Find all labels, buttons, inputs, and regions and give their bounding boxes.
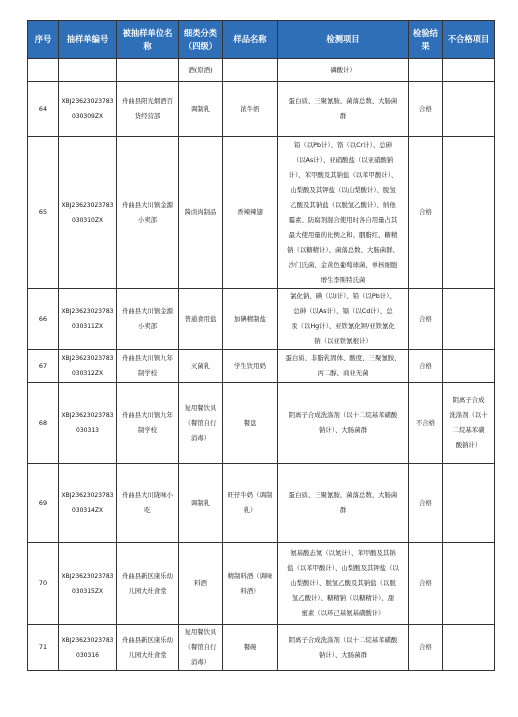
cell-category [179,625,223,671]
cell-code [59,59,117,82]
cell-unit [117,543,179,625]
cell-items [278,59,409,82]
cell-sample [223,59,278,82]
cell-items-line: 蜜素（以环己基氨基磺酸计） [301,609,385,617]
cell-code-line: XBJ23623023783 [61,412,114,419]
cell-no: 69 [28,464,59,543]
cell-code-line: XBJ23623023783 [61,572,114,580]
cell-items-line: 汞（以Hg计）、亚铁氰化钾/亚铁氰化 [291,322,395,330]
cell-sample-line: 加碘精制盐 [234,314,266,323]
cell-unit [117,137,179,289]
cell-code-line: 030309ZX [71,113,104,120]
cell-sample-line: 餐碗 [243,643,257,651]
cell-unit-line: 舟曲县大川镇九年 [121,354,174,362]
cell-code-line: XBJ23623023783 [61,98,114,105]
cell-sample [223,383,278,464]
results-table [27,20,495,671]
cell-category [179,289,223,350]
cell-code [59,289,117,350]
cell-unit-line: 小卖部 [137,322,158,330]
cell-sample-line: 乳） [243,506,257,514]
cell-result: 合格 [409,625,443,671]
cell-items-line: 钠（以糖精计）、菌落总数、大肠菌群、 [287,245,399,254]
cell-unit [117,59,179,82]
cell-category [179,137,223,289]
table-row [28,383,495,464]
table-row [28,137,495,289]
cell-sample [223,350,278,383]
cell-sample-line: 浓牛奶 [240,104,260,113]
cell-items [278,625,409,671]
cell-code-line: 030315ZX [71,587,104,595]
cell-sample-line: 料酒） [240,586,260,595]
col-header-sample: 样品名称 [223,21,278,59]
cell-sample [223,137,278,289]
cell-result: 合格 [409,137,443,289]
col-header-items: 检测项目 [278,21,409,59]
cell-code-line: 030314ZX [71,507,104,514]
table-row [28,82,495,137]
cell-unit-line: 舟曲县大川镇金源 [121,307,174,315]
cell-items-line: 阴离子合成洗涤剂（以十二烷基苯磺酸 [288,411,398,419]
cell-unit-line: 儿园大灶食堂 [128,650,167,659]
header-row [28,21,495,59]
cell-items [278,137,409,289]
cell-fail [443,137,495,289]
cell-no: 71 [28,625,59,671]
cell-sample-line: 学生饮用奶 [234,361,266,370]
cell-category-line: 复用餐饮具 [184,403,217,412]
cell-items-line: 乙酸及其钠盐（以脱氢乙酸计）、纳他 [290,200,396,209]
cell-no: 66 [28,289,59,350]
cell-unit [117,350,179,383]
cell-items-line: 计）、苯甲酸及其钠盐（以苯甲酸计）、 [288,170,398,179]
cell-items-line: 山梨酸计）、脱氢乙酸及其钠盐（以脱 [290,579,396,587]
cell-category-line: 酒(原酒) [188,65,213,74]
cell-unit-line: 舟曲县新区康乐幼 [121,571,174,580]
cell-items-line: 氨基酸态氮（以氮计）、苯甲酸及其钠 [290,549,396,557]
cell-fail-line: 阴离子合成 [452,396,485,404]
cell-no: 65 [28,137,59,289]
table-body [28,59,495,671]
cell-items-line: 山梨酸及其钾盐（以山梨酸计）、脱氢 [290,185,396,194]
cell-sample-line: 旺仔牛奶（调制 [227,491,273,499]
cell-category-line: 消毒） [190,433,211,442]
cell-sample [223,464,278,543]
col-header-result: 检验结果 [409,21,443,59]
cell-sample [223,82,278,137]
col-header-category: 细类分类（四级） [179,21,223,59]
cell-category [179,383,223,464]
cell-sample-line: 精制料酒（调味 [227,571,273,580]
cell-items-line: （以As计）、亚硝酸盐（以亚硝酸钠 [292,155,394,164]
cell-category-line: 消毒） [190,658,211,666]
cell-fail [443,350,495,383]
cell-category-line: 复用餐饮具 [184,628,217,636]
cell-sample [223,543,278,625]
cell-category [179,82,223,137]
cell-code-line: 030311ZX [71,323,104,330]
cell-category-line: 调制乳 [190,498,211,507]
cell-sample [223,625,278,671]
table-row [28,59,495,82]
cell-items-line: 氢乙酸计）、糖精钠（以糖精计）、甜 [291,594,395,602]
table-row [28,289,495,350]
col-header-no: 序号 [28,21,59,59]
cell-unit [117,82,179,137]
cell-code [59,137,117,289]
cell-result: 合格 [409,543,443,625]
cell-unit-line: 吃 [144,506,151,514]
cell-code [59,383,117,464]
cell-no: 70 [28,543,59,625]
cell-category [179,464,223,543]
cell-items-line: 钠（以亚铁氰根计） [314,337,372,345]
cell-items-line: 最大使用量的比例之和、胭脂红、糖精 [288,230,398,239]
table-row [28,350,495,383]
cell-unit [117,383,179,464]
cell-unit [117,625,179,671]
cell-category-line: 调制乳 [190,104,211,113]
cell-unit [117,289,179,350]
cell-items-line: 霉素、防腐剂混合使用时各自用量占其 [288,215,398,224]
cell-unit-line: 制学校 [137,426,158,434]
cell-result: 合格 [409,350,443,383]
cell-no: 68 [28,383,59,464]
cell-unit-line: 舟曲县大川陇味小 [121,491,174,499]
cell-fail [443,464,495,543]
cell-category-line: 料酒 [194,579,207,587]
cell-unit-line: 货经营部 [134,112,161,120]
cell-items-line: 磷酸计） [330,65,356,74]
cell-unit [117,464,179,543]
cell-fail [443,59,495,82]
cell-result: 合格 [409,464,443,543]
cell-code [59,464,117,543]
cell-items-line: 群 [339,112,347,120]
cell-items-line: 蛋白质、非脂乳固体、酸度、三聚氰胺、 [285,354,401,362]
cell-items [278,543,409,625]
cell-items-line: 蛋白质、三聚氰胺、菌落总数、大肠菌 [288,97,398,105]
cell-unit-line: 舟曲县大川镇金源 [121,200,174,209]
cell-fail-line: 洗涤剂（以十 [449,411,488,419]
cell-items-line: 沙门氏菌、金黄色葡萄球菌、单核细胞 [288,260,398,269]
cell-code-line: 030310ZX [71,216,104,224]
cell-category-line: 普通食用盐 [184,314,217,323]
cell-items [278,383,409,464]
cell-items-line: 增生李斯特氏菌 [320,275,366,284]
cell-result [409,59,443,82]
cell-unit-line: 舟曲县大川镇九年 [121,411,174,419]
cell-no: 67 [28,350,59,383]
cell-fail [443,543,495,625]
cell-items [278,289,409,350]
cell-code [59,625,117,671]
cell-items-line: 蛋白质、三聚氰胺、菌落总数、大肠菌 [288,491,398,499]
cell-code-line: XBJ23623023783 [61,308,114,315]
cell-result: 不合格 [409,383,443,464]
cell-fail [443,82,495,137]
cell-sample [223,289,278,350]
cell-category-line: （餐馆自行 [184,643,217,651]
cell-items-line: 氯化钠、碘（以I计）、铅（以Pb计）、 [290,292,396,300]
cell-category-line: 酱卤肉制品 [184,208,217,216]
cell-code-line: XBJ23623023783 [61,636,114,644]
cell-category-line: （餐馆自行 [184,418,217,427]
cell-items-line: 阴离子合成洗涤剂（以十二烷基苯磺酸 [288,635,398,644]
cell-items [278,82,409,137]
cell-items-line: 钠计）、大肠菌群 [319,650,367,659]
col-header-fail: 不合格项目 [443,21,495,59]
cell-fail [443,383,495,464]
cell-unit-line: 制学校 [137,369,158,377]
cell-code-line: 030316 [76,651,99,659]
cell-category [179,350,223,383]
cell-items-line: 丙二醇、商业无菌 [317,369,369,377]
cell-category-line: 灭菌乳 [190,361,211,370]
cell-no [28,59,59,82]
cell-code-line: XBJ23623023783 [61,355,114,362]
cell-items-line: 群 [339,506,347,514]
cell-unit-line: 舟曲县阳光烟酒百 [121,97,174,105]
cell-fail [443,289,495,350]
cell-result: 合格 [409,289,443,350]
cell-items-line: 铅（以Pb计）、铬（以Cr计）、总砷 [293,140,393,149]
cell-category [179,543,223,625]
cell-unit-line: 舟曲县新区康乐幼 [121,635,174,644]
cell-code-line: 030313 [76,427,99,434]
cell-category [179,59,223,82]
cell-fail-line: 二烷基苯磺 [452,426,485,434]
cell-items-line: 盐（以苯甲酸计）、山梨酸及其钾盐（以 [287,564,399,572]
cell-code-line: XBJ23623023783 [61,201,114,209]
cell-code-line: 030312ZX [71,370,104,377]
cell-code [59,350,117,383]
col-header-code: 抽样单编号 [59,21,117,59]
cell-items-line: 钠计）、大肠菌群 [319,426,367,434]
cell-sample-line: 香辣辣翅 [237,208,263,216]
cell-fail [443,625,495,671]
cell-items [278,464,409,543]
cell-items-line: 总砷（以As计）、镉（以Cd计）、总 [293,307,393,315]
table-row [28,543,495,625]
cell-items [278,350,409,383]
table-row [28,625,495,671]
col-header-unit: 被抽样单位名称 [117,21,179,59]
cell-fail-line: 酸钠计） [455,441,482,449]
cell-code [59,82,117,137]
cell-unit-line: 小卖部 [137,215,158,224]
cell-code [59,543,117,625]
cell-sample-line: 餐盘 [243,418,257,427]
cell-unit-line: 儿园大灶食堂 [128,586,167,595]
cell-result: 合格 [409,82,443,137]
table-row [28,464,495,543]
cell-code-line: XBJ23623023783 [61,492,114,499]
cell-no: 64 [28,82,59,137]
